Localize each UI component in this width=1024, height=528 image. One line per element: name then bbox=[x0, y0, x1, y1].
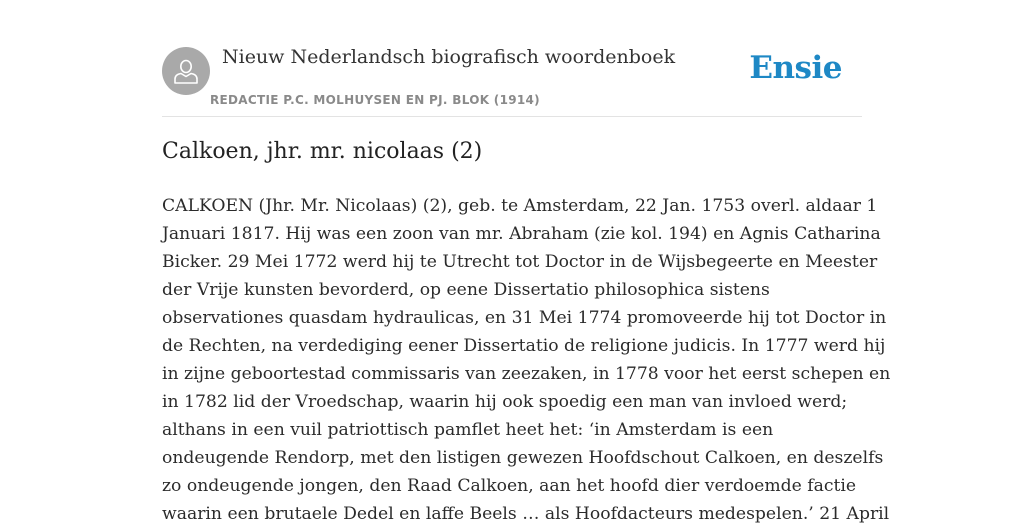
entry-body-line: in zijne geboortestad commissaris van zeezaken, in 1778 voor het eerst schepen en bbox=[162, 364, 891, 384]
entry-body-line: Bicker. 29 Mei 1772 werd hij te Utrecht tot Doctor in de Wijsbegeerte en Meester bbox=[162, 252, 878, 272]
book-header bbox=[162, 44, 862, 117]
entry-body-line: observationes quasdam hydraulicas, en 31 Mei 1774 promoveerde hij tot Doctor in bbox=[162, 308, 887, 328]
entry-body-line: waarin een brutaele Dedel en laffe Beels … als Hoofdacteurs medespelen.’ 21 April bbox=[162, 504, 890, 524]
user-silhouette-icon bbox=[172, 57, 200, 85]
entry-body bbox=[162, 192, 891, 528]
entry-body-line: CALKOEN (Jhr. Mr. Nicolaas) (2), geb. te Amsterdam, 22 Jan. 1753 overl. aldaar 1 bbox=[162, 196, 878, 216]
entry-title: Calkoen, jhr. mr. nicolaas (2) bbox=[162, 139, 483, 164]
entry-body-line: Januari 1817. Hij was een zoon van mr. Abraham (zie kol. 194) en Agnis Catharina bbox=[162, 224, 881, 244]
entry-body-line: de Rechten, na verdediging eener Dissertatio de religione judicis. In 1777 werd hij bbox=[162, 336, 886, 356]
avatar[interactable] bbox=[162, 47, 210, 95]
entry-body-line: althans in een vuil patriottisch pamflet heet het: ‘in Amsterdam is een bbox=[162, 420, 774, 440]
entry-body-line: in 1782 lid der Vroedschap, waarin hij ook spoedig een man van invloed werd; bbox=[162, 392, 848, 412]
entry-body-line: der Vrije kunsten bevorderd, op eene Dissertatio philosophica sistens bbox=[162, 280, 770, 300]
entry-body-line: zo ondeugende jongen, den Raad Calkoen, aan het hoofd dier verdoemde factie bbox=[162, 476, 857, 496]
entry-body-line: ondeugende Rendorp, met den listigen gewezen Hoofdschout Calkoen, en deszelfs bbox=[162, 448, 884, 468]
book-title[interactable]: Nieuw Nederlandsch biografisch woordenboek bbox=[222, 46, 676, 68]
ensie-logo[interactable]: Ensie bbox=[749, 50, 842, 86]
book-editors: REDACTIE P.C. MOLHUYSEN EN PJ. BLOK (1914) bbox=[210, 93, 540, 107]
